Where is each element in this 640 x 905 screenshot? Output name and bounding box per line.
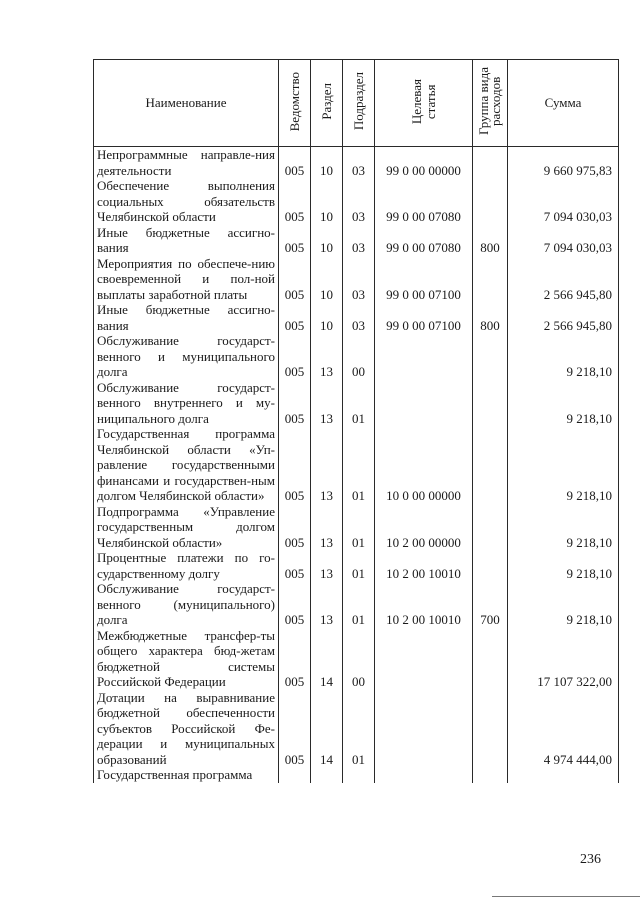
- header-celevaya-statya: Целевая статья: [375, 60, 473, 147]
- cell-summa: 9 218,10: [508, 550, 619, 581]
- table-row: [94, 504, 619, 551]
- cell-name: Обслуживание государст-венного внутреннего и му-ниципального долга: [94, 380, 279, 427]
- header-razdel: Раздел: [311, 60, 343, 147]
- cell-gruppa: [473, 333, 508, 380]
- cell-celevaya-statya: [375, 380, 473, 427]
- budget-table: [93, 59, 619, 783]
- scan-edge-line: [492, 896, 640, 897]
- cell-name: Дотации на выравнивание бюджетной обеспеченности субъектов Российской Фе-дерации и муниципальных образований: [94, 690, 279, 768]
- cell-summa: [508, 767, 619, 783]
- header-podrazdel: Подраздел: [343, 60, 375, 147]
- cell-razdel: 13: [311, 380, 343, 427]
- cell-gruppa: [473, 550, 508, 581]
- table-row: [94, 426, 619, 504]
- cell-gruppa: 800: [473, 225, 508, 256]
- cell-celevaya-statya: 99 0 00 07080: [375, 225, 473, 256]
- cell-gruppa: [473, 178, 508, 225]
- cell-razdel: 14: [311, 690, 343, 768]
- cell-podrazdel: 03: [343, 225, 375, 256]
- cell-name: Обслуживание государст-венного и муниципального долга: [94, 333, 279, 380]
- table-row: [94, 581, 619, 628]
- cell-summa: 2 566 945,80: [508, 302, 619, 333]
- cell-podrazdel: 01: [343, 690, 375, 768]
- cell-vedomstvo: 005: [279, 333, 311, 380]
- cell-vedomstvo: [279, 767, 311, 783]
- cell-celevaya-statya: 99 0 00 00000: [375, 147, 473, 179]
- cell-celevaya-statya: [375, 628, 473, 690]
- cell-vedomstvo: 005: [279, 550, 311, 581]
- cell-podrazdel: 03: [343, 256, 375, 303]
- table-row: [94, 690, 619, 768]
- cell-summa: 9 218,10: [508, 581, 619, 628]
- cell-name: Процентные платежи по го-сударственному долгу: [94, 550, 279, 581]
- cell-celevaya-statya: 10 0 00 00000: [375, 426, 473, 504]
- table-row: [94, 380, 619, 427]
- cell-gruppa: [473, 380, 508, 427]
- cell-summa: 7 094 030,03: [508, 225, 619, 256]
- cell-razdel: 10: [311, 256, 343, 303]
- cell-razdel: 10: [311, 178, 343, 225]
- cell-celevaya-statya: 99 0 00 07100: [375, 302, 473, 333]
- table-row: [94, 333, 619, 380]
- header-gruppa-vida-rashodov: Группа вида расходов: [473, 60, 508, 147]
- cell-razdel: 13: [311, 333, 343, 380]
- cell-gruppa: [473, 690, 508, 768]
- cell-summa: 9 218,10: [508, 426, 619, 504]
- cell-celevaya-statya: 10 2 00 00000: [375, 504, 473, 551]
- cell-razdel: 13: [311, 504, 343, 551]
- table-row: [94, 767, 619, 783]
- table-header-row: [94, 60, 619, 147]
- header-name: Наименование: [94, 60, 279, 147]
- cell-razdel: 14: [311, 628, 343, 690]
- cell-vedomstvo: 005: [279, 426, 311, 504]
- cell-name: Мероприятия по обеспече-нию своевременной и пол-ной выплаты заработной платы: [94, 256, 279, 303]
- table-row: [94, 178, 619, 225]
- cell-gruppa: [473, 504, 508, 551]
- cell-razdel: 13: [311, 581, 343, 628]
- cell-celevaya-statya: 10 2 00 10010: [375, 581, 473, 628]
- cell-name: Непрограммные направле-ния деятельности: [94, 147, 279, 179]
- cell-name: Обеспечение выполнения социальных обязательств Челябинской области: [94, 178, 279, 225]
- cell-razdel: 13: [311, 426, 343, 504]
- cell-razdel: 10: [311, 225, 343, 256]
- cell-celevaya-statya: [375, 767, 473, 783]
- cell-gruppa: [473, 256, 508, 303]
- cell-podrazdel: 01: [343, 426, 375, 504]
- header-vedomstvo: Ведомство: [279, 60, 311, 147]
- cell-summa: 9 660 975,83: [508, 147, 619, 179]
- header-summa: Сумма: [508, 60, 619, 147]
- cell-razdel: 10: [311, 302, 343, 333]
- table-row: [94, 147, 619, 179]
- cell-summa: 17 107 322,00: [508, 628, 619, 690]
- cell-gruppa: 700: [473, 581, 508, 628]
- cell-podrazdel: 01: [343, 550, 375, 581]
- cell-vedomstvo: 005: [279, 380, 311, 427]
- cell-vedomstvo: 005: [279, 504, 311, 551]
- cell-vedomstvo: 005: [279, 147, 311, 179]
- table-row: [94, 550, 619, 581]
- cell-gruppa: [473, 426, 508, 504]
- cell-name: Иные бюджетные ассигно-вания: [94, 225, 279, 256]
- cell-name: Иные бюджетные ассигно-вания: [94, 302, 279, 333]
- page-number: 236: [580, 852, 601, 867]
- cell-name: Обслуживание государст-венного (муниципального) долга: [94, 581, 279, 628]
- cell-vedomstvo: 005: [279, 225, 311, 256]
- cell-summa: 9 218,10: [508, 504, 619, 551]
- cell-gruppa: [473, 147, 508, 179]
- cell-summa: 4 974 444,00: [508, 690, 619, 768]
- cell-razdel: 13: [311, 550, 343, 581]
- cell-celevaya-statya: 99 0 00 07080: [375, 178, 473, 225]
- cell-celevaya-statya: [375, 333, 473, 380]
- table-row: [94, 225, 619, 256]
- cell-celevaya-statya: [375, 690, 473, 768]
- cell-vedomstvo: 005: [279, 178, 311, 225]
- cell-vedomstvo: 005: [279, 256, 311, 303]
- table-body: [94, 147, 619, 783]
- cell-summa: 2 566 945,80: [508, 256, 619, 303]
- table-row: [94, 628, 619, 690]
- cell-podrazdel: [343, 767, 375, 783]
- cell-summa: 9 218,10: [508, 333, 619, 380]
- cell-podrazdel: 00: [343, 333, 375, 380]
- cell-name: Государственная программа Челябинской области «Уп-равление государственными финансами и государствен-ным долгом Челябинской области»: [94, 426, 279, 504]
- cell-vedomstvo: 005: [279, 581, 311, 628]
- table-row: [94, 256, 619, 303]
- cell-podrazdel: 03: [343, 178, 375, 225]
- cell-podrazdel: 03: [343, 302, 375, 333]
- cell-celevaya-statya: 99 0 00 07100: [375, 256, 473, 303]
- cell-razdel: 10: [311, 147, 343, 179]
- cell-razdel: [311, 767, 343, 783]
- cell-podrazdel: 03: [343, 147, 375, 179]
- cell-summa: 7 094 030,03: [508, 178, 619, 225]
- cell-podrazdel: 01: [343, 380, 375, 427]
- cell-name: Подпрограмма «Управление государственным долгом Челябинской области»: [94, 504, 279, 551]
- cell-name: Государственная программа: [94, 767, 279, 783]
- cell-vedomstvo: 005: [279, 690, 311, 768]
- cell-vedomstvo: 005: [279, 302, 311, 333]
- cell-podrazdel: 00: [343, 628, 375, 690]
- cell-podrazdel: 01: [343, 581, 375, 628]
- table-row: [94, 302, 619, 333]
- cell-vedomstvo: 005: [279, 628, 311, 690]
- cell-celevaya-statya: 10 2 00 10010: [375, 550, 473, 581]
- cell-summa: 9 218,10: [508, 380, 619, 427]
- cell-gruppa: [473, 767, 508, 783]
- cell-gruppa: [473, 628, 508, 690]
- cell-podrazdel: 01: [343, 504, 375, 551]
- cell-gruppa: 800: [473, 302, 508, 333]
- cell-name: Межбюджетные трансфер-ты общего характера бюд-жетам бюджетной системы Российской Федерации: [94, 628, 279, 690]
